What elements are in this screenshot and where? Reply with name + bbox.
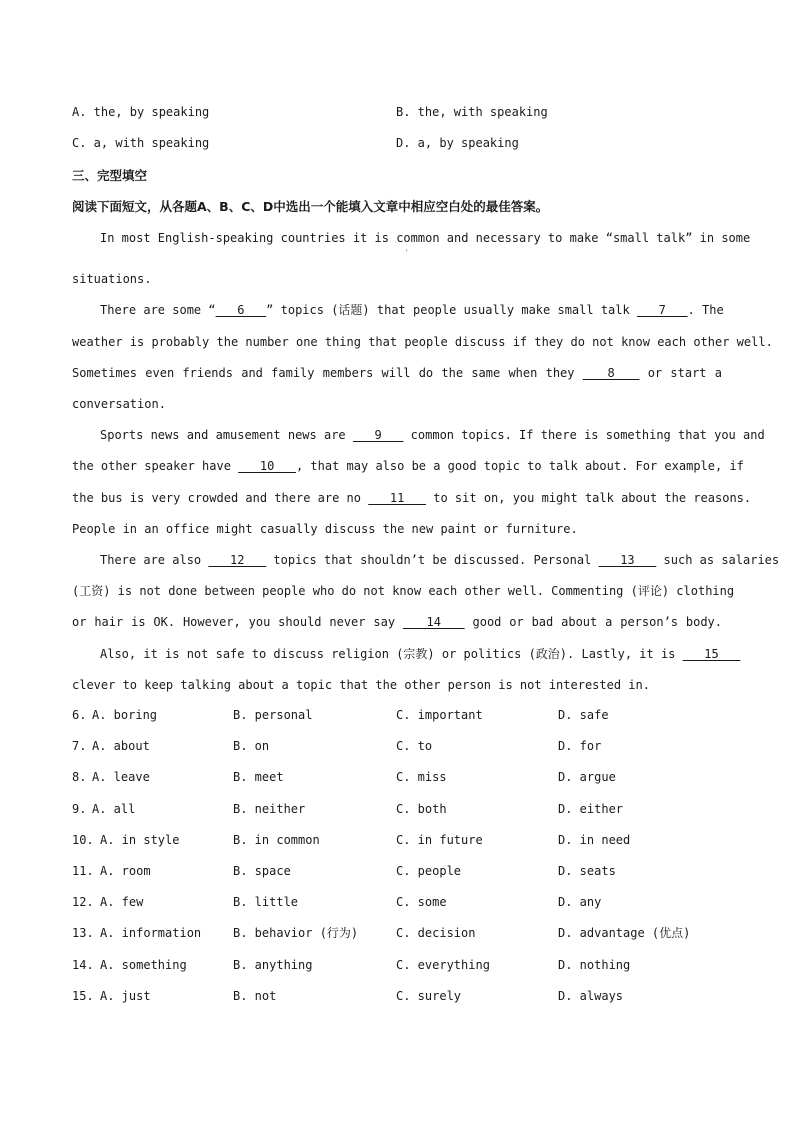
passage-line: (工资) is not done between people who do not know each other well. Commenting (评论) clothing xyxy=(72,584,735,598)
passage-line: weather is probably the number one thing that people discuss if they do not know each other well. xyxy=(72,335,773,349)
blank-8: 8 xyxy=(582,366,640,380)
blank-10: 10 xyxy=(238,459,296,473)
question-row: 13. A. information B. behavior (行为) C. decision D. advantage (优点) xyxy=(72,926,691,940)
blank-15: 15 xyxy=(682,647,741,661)
passage-line: clever to keep talking about a topic that the other person is not interested in. xyxy=(72,678,650,692)
blank-7: 7 xyxy=(636,303,688,317)
passage-line: conversation. xyxy=(72,397,166,411)
passage-line: or hair is OK. However, you should never say 14 good or bad about a person’s body. xyxy=(72,615,723,629)
blank-9: 9 xyxy=(352,428,404,442)
passage-line: Also, it is not safe to discuss religion (宗教) or politics (政治). Lastly, it is 15 xyxy=(100,647,741,661)
passage-line: situations. xyxy=(72,272,152,286)
question-row: 8. A. leave B. meet C. miss D. argue xyxy=(72,770,616,784)
passage-line: Sports news and amusement news are 9 common topics. If there is something that you and xyxy=(100,428,765,442)
question-row: 12. A. few B. little C. some D. any xyxy=(72,895,602,909)
passage-line: People in an office might casually discuss the new paint or furniture. xyxy=(72,522,578,536)
question-row: 14. A. something B. anything C. everything D. nothing xyxy=(72,958,631,972)
blank-11: 11 xyxy=(368,491,427,505)
section-title: 三、完型填空 xyxy=(72,168,148,183)
passage-line: In most English-speaking countries it is common and necessary to make “small talk” in some xyxy=(100,231,751,245)
question-row: 15. A. just B. not C. surely D. always xyxy=(72,989,624,1003)
passage-line: Sometimes even friends and family members will do the same when they 8 or start a xyxy=(72,366,722,380)
blank-12: 12 xyxy=(208,553,267,567)
question-row: 7. A. about B. on C. to D. for xyxy=(72,739,602,753)
blank-6: 6 xyxy=(215,303,267,317)
option-a: A. the, by speaking xyxy=(72,105,210,119)
question-row: 6. A. boring B. personal C. important D. safe xyxy=(72,708,609,722)
question-row: 11. A. room B. space C. people D. seats xyxy=(72,864,616,878)
option-d: D. a, by speaking xyxy=(396,136,519,150)
passage-line: There are some “ 6 ” topics (话题) that people usually make small talk 7 . The xyxy=(100,303,724,317)
question-row: 10. A. in style B. in common C. in future D. in need xyxy=(72,833,631,847)
blank-14: 14 xyxy=(402,615,465,629)
option-b: B. the, with speaking xyxy=(396,105,548,119)
prev-options-row xyxy=(72,104,722,120)
passage-line: the bus is very crowded and there are no 11 to sit on, you might talk about the reasons. xyxy=(72,491,752,505)
stray-mark: ' xyxy=(405,249,409,256)
blank-13: 13 xyxy=(598,553,657,567)
passage-line: There are also 12 topics that shouldn’t be discussed. Personal 13 such as salaries xyxy=(100,553,780,567)
instruction: 阅读下面短文，从各题A、B、C、D中选出一个能填入文章中相应空白处的最佳答案。 xyxy=(72,199,549,214)
passage-line: the other speaker have 10 , that may also be a good topic to talk about. For example, if xyxy=(72,459,744,473)
question-row: 9. A. all B. neither C. both D. either xyxy=(72,802,624,816)
option-c: C. a, with speaking xyxy=(72,136,210,150)
prev-options-row xyxy=(72,135,722,151)
